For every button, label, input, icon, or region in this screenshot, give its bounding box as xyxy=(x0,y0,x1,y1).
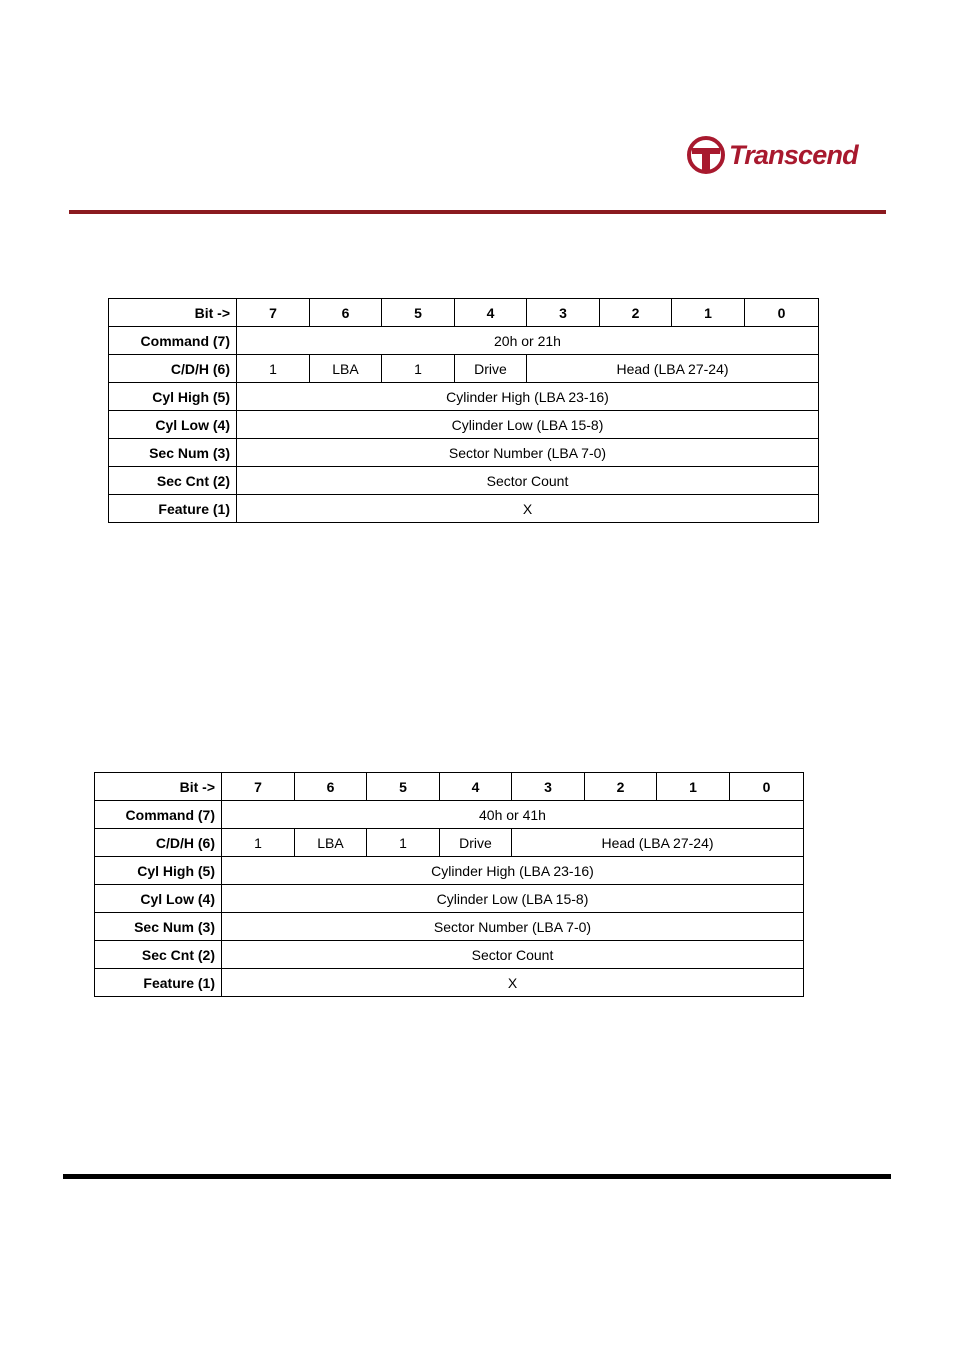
brand-name: Transcend xyxy=(729,140,858,170)
register-table-read xyxy=(108,298,819,523)
bit-number: 1 xyxy=(657,773,730,801)
row-label: Command (7) xyxy=(95,801,222,829)
row-label: Command (7) xyxy=(109,327,237,355)
row-label: Cyl Low (4) xyxy=(109,411,237,439)
command-value: 40h or 41h xyxy=(222,801,804,829)
bit-number: 3 xyxy=(512,773,585,801)
bit-number: 2 xyxy=(600,299,672,327)
row-label: Bit -> xyxy=(109,299,237,327)
cdh-bit5: 1 xyxy=(382,355,455,383)
sec-num-value: Sector Number (LBA 7-0) xyxy=(237,439,819,467)
register-table-write xyxy=(94,772,804,997)
bit-number: 4 xyxy=(455,299,527,327)
bit-number: 3 xyxy=(527,299,600,327)
cdh-bit7: 1 xyxy=(222,829,295,857)
sec-cnt-row xyxy=(95,941,804,969)
cyl-high-value: Cylinder High (LBA 23-16) xyxy=(237,383,819,411)
cyl-high-row xyxy=(109,383,819,411)
bit-number: 5 xyxy=(367,773,440,801)
row-label: Sec Num (3) xyxy=(95,913,222,941)
brand-logo xyxy=(686,134,858,176)
cyl-low-value: Cylinder Low (LBA 15-8) xyxy=(237,411,819,439)
row-label: Bit -> xyxy=(95,773,222,801)
row-label: Cyl High (5) xyxy=(109,383,237,411)
row-label: Cyl Low (4) xyxy=(95,885,222,913)
command-row xyxy=(95,801,804,829)
sec-num-value: Sector Number (LBA 7-0) xyxy=(222,913,804,941)
bit-number: 7 xyxy=(222,773,295,801)
bit-number: 0 xyxy=(730,773,804,801)
transcend-t-logo-icon xyxy=(686,135,726,175)
cdh-bit6: LBA xyxy=(310,355,382,383)
cdh-bit6: LBA xyxy=(295,829,367,857)
row-label: Sec Num (3) xyxy=(109,439,237,467)
feature-row xyxy=(109,495,819,523)
cdh-bit7: 1 xyxy=(237,355,310,383)
cyl-low-row xyxy=(95,885,804,913)
row-label: Feature (1) xyxy=(95,969,222,997)
bit-number: 2 xyxy=(585,773,657,801)
cdh-row xyxy=(95,829,804,857)
sec-num-row xyxy=(95,913,804,941)
cdh-head: Head (LBA 27-24) xyxy=(512,829,804,857)
bit-number: 5 xyxy=(382,299,455,327)
cdh-head: Head (LBA 27-24) xyxy=(527,355,819,383)
cyl-high-row xyxy=(95,857,804,885)
sec-cnt-value: Sector Count xyxy=(237,467,819,495)
command-row xyxy=(109,327,819,355)
bit-number: 7 xyxy=(237,299,310,327)
cyl-high-value: Cylinder High (LBA 23-16) xyxy=(222,857,804,885)
command-value: 20h or 21h xyxy=(237,327,819,355)
feature-value: X xyxy=(237,495,819,523)
row-label: Feature (1) xyxy=(109,495,237,523)
bit-number: 1 xyxy=(672,299,745,327)
bit-number: 6 xyxy=(295,773,367,801)
cyl-low-row xyxy=(109,411,819,439)
bit-number: 0 xyxy=(745,299,819,327)
row-label: Sec Cnt (2) xyxy=(109,467,237,495)
sec-num-row xyxy=(109,439,819,467)
cdh-bit5: 1 xyxy=(367,829,440,857)
bit-number: 6 xyxy=(310,299,382,327)
row-label: Sec Cnt (2) xyxy=(95,941,222,969)
bit-number: 4 xyxy=(440,773,512,801)
cdh-bit4: Drive xyxy=(455,355,527,383)
cyl-low-value: Cylinder Low (LBA 15-8) xyxy=(222,885,804,913)
feature-value: X xyxy=(222,969,804,997)
feature-row xyxy=(95,969,804,997)
sec-cnt-value: Sector Count xyxy=(222,941,804,969)
cdh-row xyxy=(109,355,819,383)
row-label: C/D/H (6) xyxy=(95,829,222,857)
cdh-bit4: Drive xyxy=(440,829,512,857)
bit-header-row xyxy=(109,299,819,327)
row-label: Cyl High (5) xyxy=(95,857,222,885)
bit-header-row xyxy=(95,773,804,801)
header-divider xyxy=(69,210,886,214)
footer-divider xyxy=(63,1174,891,1179)
sec-cnt-row xyxy=(109,467,819,495)
row-label: C/D/H (6) xyxy=(109,355,237,383)
